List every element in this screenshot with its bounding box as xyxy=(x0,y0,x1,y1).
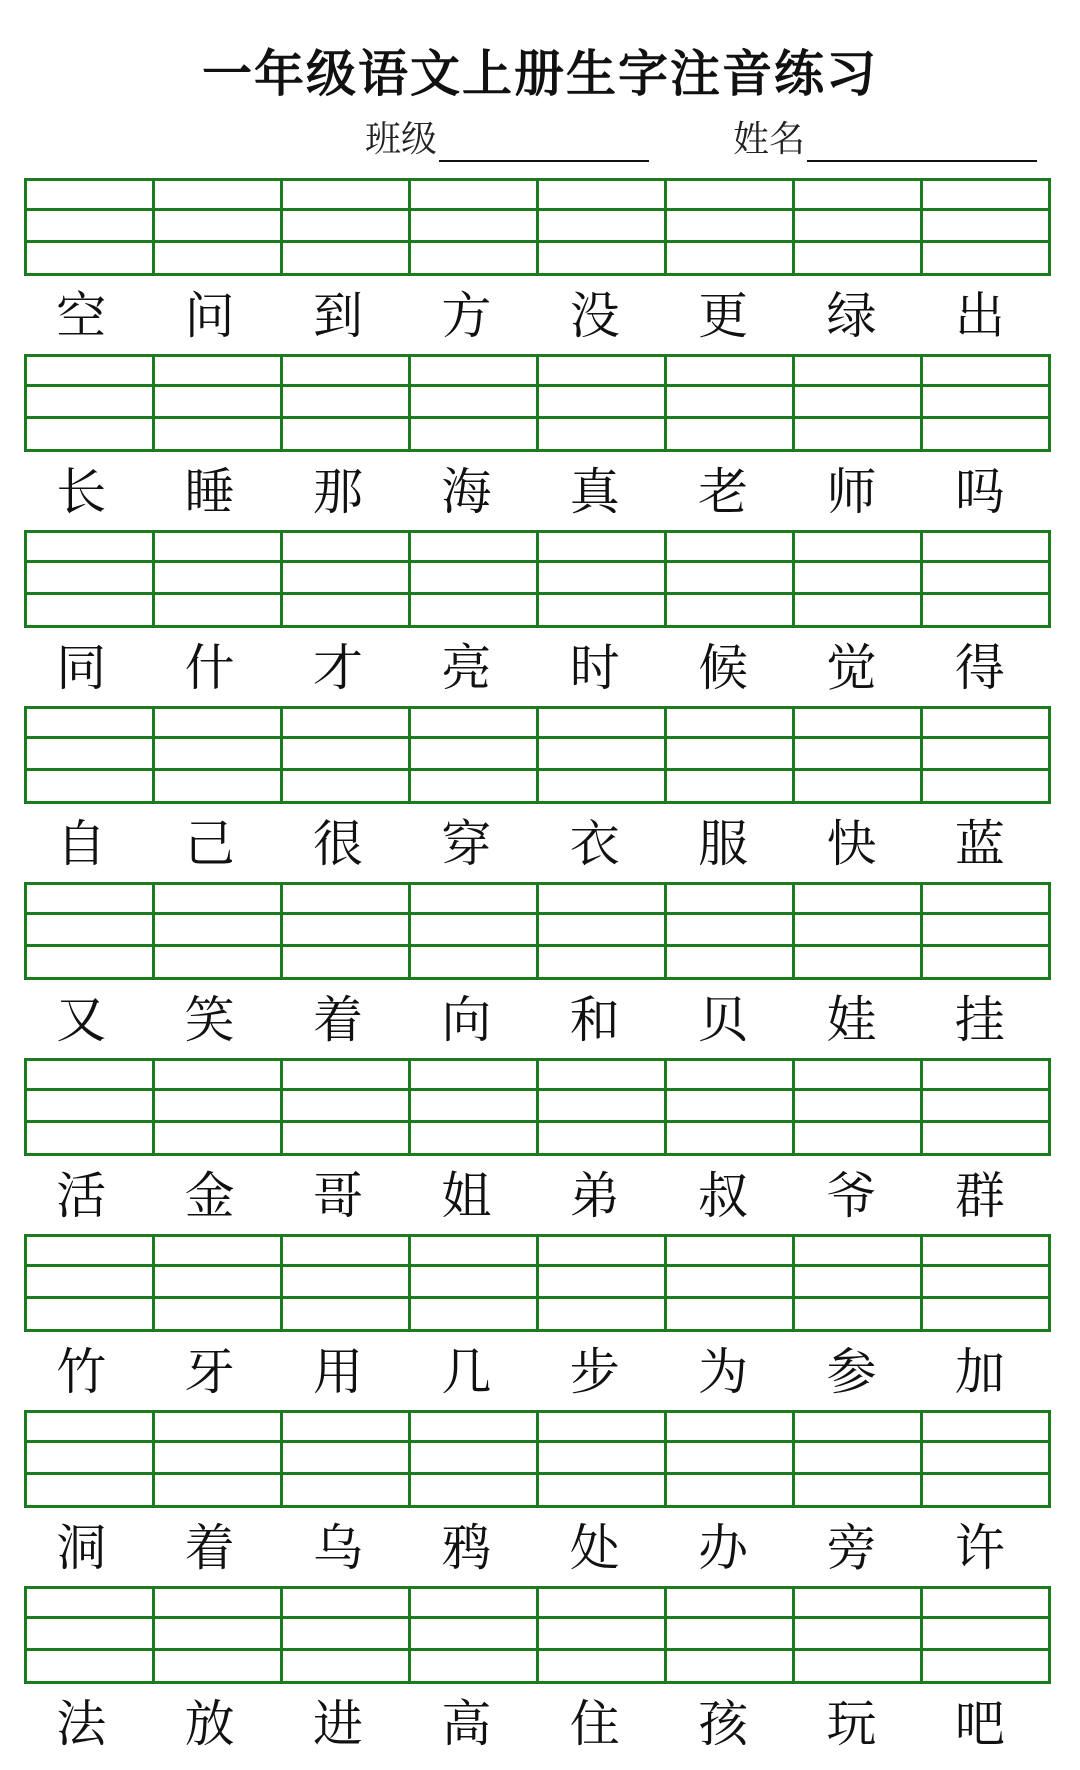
hanzi-character: 玩 xyxy=(826,1695,877,1753)
pinyin-writing-cell[interactable] xyxy=(411,885,539,977)
pinyin-writing-cell[interactable] xyxy=(667,1413,795,1505)
hanzi-character: 着 xyxy=(184,1519,235,1577)
pinyin-writing-cell[interactable] xyxy=(667,181,795,273)
worksheet-title: 一年级语文上册生字注音练习 xyxy=(202,45,878,103)
pinyin-writing-cell[interactable] xyxy=(283,1061,411,1153)
pinyin-writing-cell[interactable] xyxy=(923,709,1048,801)
pinyin-writing-cell[interactable] xyxy=(155,1413,283,1505)
pinyin-grid-row xyxy=(24,1058,1051,1156)
pinyin-writing-cell[interactable] xyxy=(923,1061,1048,1153)
pinyin-writing-cell[interactable] xyxy=(539,1237,667,1329)
hanzi-character: 衣 xyxy=(569,815,620,873)
hanzi-character: 加 xyxy=(954,1343,1005,1401)
hanzi-character: 吧 xyxy=(954,1695,1005,1753)
hanzi-character: 绿 xyxy=(826,287,877,345)
hanzi-character: 乌 xyxy=(312,1519,363,1577)
pinyin-writing-cell[interactable] xyxy=(795,181,923,273)
hanzi-character: 己 xyxy=(184,815,235,873)
pinyin-writing-cell[interactable] xyxy=(923,357,1048,449)
hanzi-character: 步 xyxy=(569,1343,620,1401)
hanzi-character: 服 xyxy=(698,815,749,873)
hanzi-character: 洞 xyxy=(56,1519,107,1577)
pinyin-grid-row xyxy=(24,354,1051,452)
hanzi-character: 金 xyxy=(184,1167,235,1225)
pinyin-grid-row xyxy=(24,1234,1051,1332)
pinyin-writing-cell[interactable] xyxy=(155,1061,283,1153)
class-field xyxy=(365,112,649,162)
hanzi-character: 住 xyxy=(569,1695,620,1753)
hanzi-character: 更 xyxy=(698,287,749,345)
pinyin-grid-row xyxy=(24,1586,1051,1684)
pinyin-writing-cell[interactable] xyxy=(667,357,795,449)
pinyin-writing-cell[interactable] xyxy=(27,181,155,273)
pinyin-writing-cell[interactable] xyxy=(411,181,539,273)
hanzi-character: 长 xyxy=(56,463,107,521)
pinyin-writing-cell[interactable] xyxy=(667,709,795,801)
hanzi-character: 几 xyxy=(441,1343,492,1401)
hanzi-character: 笑 xyxy=(184,991,235,1049)
pinyin-writing-cell[interactable] xyxy=(923,1589,1048,1681)
hanzi-character: 放 xyxy=(184,1695,235,1753)
pinyin-writing-cell[interactable] xyxy=(283,533,411,625)
hanzi-character: 穿 xyxy=(441,815,492,873)
pinyin-writing-cell[interactable] xyxy=(795,533,923,625)
class-blank-line[interactable] xyxy=(439,120,649,162)
pinyin-writing-cell[interactable] xyxy=(923,1413,1048,1505)
hanzi-character: 为 xyxy=(698,1343,749,1401)
hanzi-character: 到 xyxy=(312,287,363,345)
pinyin-writing-cell[interactable] xyxy=(155,1237,283,1329)
pinyin-writing-cell[interactable] xyxy=(539,1413,667,1505)
pinyin-writing-cell[interactable] xyxy=(795,1237,923,1329)
character-row xyxy=(24,630,1051,706)
hanzi-character: 牙 xyxy=(184,1343,235,1401)
character-row xyxy=(24,1686,1051,1762)
pinyin-writing-cell[interactable] xyxy=(27,1237,155,1329)
pinyin-writing-cell[interactable] xyxy=(283,181,411,273)
pinyin-writing-cell[interactable] xyxy=(795,1413,923,1505)
hanzi-character: 同 xyxy=(56,639,107,697)
character-row xyxy=(24,454,1051,530)
pinyin-writing-cell[interactable] xyxy=(539,533,667,625)
hanzi-character: 才 xyxy=(312,639,363,697)
hanzi-character: 方 xyxy=(441,287,492,345)
pinyin-writing-cell[interactable] xyxy=(411,1237,539,1329)
hanzi-character: 活 xyxy=(56,1167,107,1225)
pinyin-writing-cell[interactable] xyxy=(27,885,155,977)
hanzi-character: 弟 xyxy=(569,1167,620,1225)
pinyin-writing-cell[interactable] xyxy=(667,885,795,977)
hanzi-character: 许 xyxy=(954,1519,1005,1577)
hanzi-character: 亮 xyxy=(441,639,492,697)
name-label: 姓名 xyxy=(733,119,806,160)
hanzi-character: 办 xyxy=(698,1519,749,1577)
pinyin-writing-cell[interactable] xyxy=(283,885,411,977)
hanzi-character: 旁 xyxy=(826,1519,877,1577)
pinyin-writing-cell[interactable] xyxy=(283,1237,411,1329)
hanzi-character: 很 xyxy=(312,815,363,873)
hanzi-character: 爷 xyxy=(826,1167,877,1225)
pinyin-grid-row xyxy=(24,178,1051,276)
character-row xyxy=(24,806,1051,882)
hanzi-character: 法 xyxy=(56,1695,107,1753)
hanzi-character: 吗 xyxy=(954,463,1005,521)
hanzi-character: 又 xyxy=(56,991,107,1049)
hanzi-character: 什 xyxy=(184,639,235,697)
hanzi-character: 时 xyxy=(569,639,620,697)
pinyin-writing-cell[interactable] xyxy=(411,357,539,449)
pinyin-writing-cell[interactable] xyxy=(795,1589,923,1681)
hanzi-character: 竹 xyxy=(56,1343,107,1401)
pinyin-writing-cell[interactable] xyxy=(539,181,667,273)
pinyin-writing-cell[interactable] xyxy=(283,709,411,801)
hanzi-character: 快 xyxy=(826,815,877,873)
hanzi-character: 得 xyxy=(954,639,1005,697)
hanzi-character: 自 xyxy=(56,815,107,873)
pinyin-writing-cell[interactable] xyxy=(411,1413,539,1505)
hanzi-character: 睡 xyxy=(184,463,235,521)
character-row xyxy=(24,1158,1051,1234)
pinyin-writing-cell[interactable] xyxy=(27,1061,155,1153)
hanzi-character: 挂 xyxy=(954,991,1005,1049)
hanzi-character: 出 xyxy=(954,287,1005,345)
hanzi-character: 高 xyxy=(441,1695,492,1753)
pinyin-writing-cell[interactable] xyxy=(27,1413,155,1505)
character-row xyxy=(24,278,1051,354)
pinyin-writing-cell[interactable] xyxy=(27,533,155,625)
pinyin-grid-row xyxy=(24,1410,1051,1508)
pinyin-writing-cell[interactable] xyxy=(539,357,667,449)
hanzi-character: 参 xyxy=(826,1343,877,1401)
hanzi-character: 姐 xyxy=(441,1167,492,1225)
hanzi-character: 海 xyxy=(441,463,492,521)
hanzi-character: 那 xyxy=(312,463,363,521)
pinyin-writing-cell[interactable] xyxy=(923,885,1048,977)
hanzi-character: 觉 xyxy=(826,639,877,697)
hanzi-character: 蓝 xyxy=(954,815,1005,873)
hanzi-character: 鸦 xyxy=(441,1519,492,1577)
pinyin-writing-cell[interactable] xyxy=(667,1237,795,1329)
hanzi-character: 问 xyxy=(184,287,235,345)
pinyin-writing-cell[interactable] xyxy=(155,885,283,977)
pinyin-writing-cell[interactable] xyxy=(795,709,923,801)
pinyin-writing-cell[interactable] xyxy=(539,1061,667,1153)
pinyin-writing-cell[interactable] xyxy=(795,1061,923,1153)
pinyin-grid-row xyxy=(24,882,1051,980)
pinyin-writing-cell[interactable] xyxy=(411,1061,539,1153)
pinyin-writing-cell[interactable] xyxy=(411,709,539,801)
character-row xyxy=(24,1334,1051,1410)
hanzi-character: 处 xyxy=(569,1519,620,1577)
hanzi-character: 着 xyxy=(312,991,363,1049)
hanzi-character: 娃 xyxy=(826,991,877,1049)
hanzi-character: 师 xyxy=(826,463,877,521)
pinyin-writing-cell[interactable] xyxy=(27,709,155,801)
pinyin-writing-cell[interactable] xyxy=(155,181,283,273)
hanzi-character: 哥 xyxy=(312,1167,363,1225)
pinyin-writing-cell[interactable] xyxy=(923,181,1048,273)
pinyin-writing-cell[interactable] xyxy=(155,1589,283,1681)
pinyin-writing-cell[interactable] xyxy=(155,533,283,625)
character-row xyxy=(24,982,1051,1058)
hanzi-character: 贝 xyxy=(698,991,749,1049)
hanzi-character: 向 xyxy=(441,991,492,1049)
hanzi-character: 候 xyxy=(698,639,749,697)
pinyin-writing-cell[interactable] xyxy=(923,533,1048,625)
pinyin-writing-cell[interactable] xyxy=(539,1589,667,1681)
pinyin-writing-cell[interactable] xyxy=(795,885,923,977)
pinyin-writing-cell[interactable] xyxy=(155,357,283,449)
pinyin-writing-cell[interactable] xyxy=(411,1589,539,1681)
pinyin-writing-cell[interactable] xyxy=(667,533,795,625)
pinyin-writing-cell[interactable] xyxy=(283,1413,411,1505)
name-field xyxy=(733,112,1037,162)
name-blank-line[interactable] xyxy=(807,120,1037,162)
hanzi-character: 老 xyxy=(698,463,749,521)
hanzi-character: 群 xyxy=(954,1167,1005,1225)
hanzi-character: 进 xyxy=(312,1695,363,1753)
character-row xyxy=(24,1510,1051,1586)
pinyin-writing-cell[interactable] xyxy=(283,1589,411,1681)
pinyin-writing-cell[interactable] xyxy=(539,885,667,977)
hanzi-character: 用 xyxy=(312,1343,363,1401)
class-label: 班级 xyxy=(365,119,438,160)
hanzi-character: 空 xyxy=(56,287,107,345)
pinyin-grid-row xyxy=(24,530,1051,628)
pinyin-writing-cell[interactable] xyxy=(667,1589,795,1681)
hanzi-character: 没 xyxy=(569,287,620,345)
pinyin-writing-cell[interactable] xyxy=(283,357,411,449)
hanzi-character: 和 xyxy=(569,991,620,1049)
pinyin-writing-cell[interactable] xyxy=(27,357,155,449)
pinyin-writing-cell[interactable] xyxy=(411,533,539,625)
hanzi-character: 真 xyxy=(569,463,620,521)
pinyin-writing-cell[interactable] xyxy=(795,357,923,449)
hanzi-character: 叔 xyxy=(698,1167,749,1225)
pinyin-writing-cell[interactable] xyxy=(155,709,283,801)
pinyin-writing-cell[interactable] xyxy=(923,1237,1048,1329)
pinyin-writing-cell[interactable] xyxy=(539,709,667,801)
pinyin-grid-row xyxy=(24,706,1051,804)
hanzi-character: 孩 xyxy=(698,1695,749,1753)
pinyin-writing-cell[interactable] xyxy=(27,1589,155,1681)
pinyin-writing-cell[interactable] xyxy=(667,1061,795,1153)
